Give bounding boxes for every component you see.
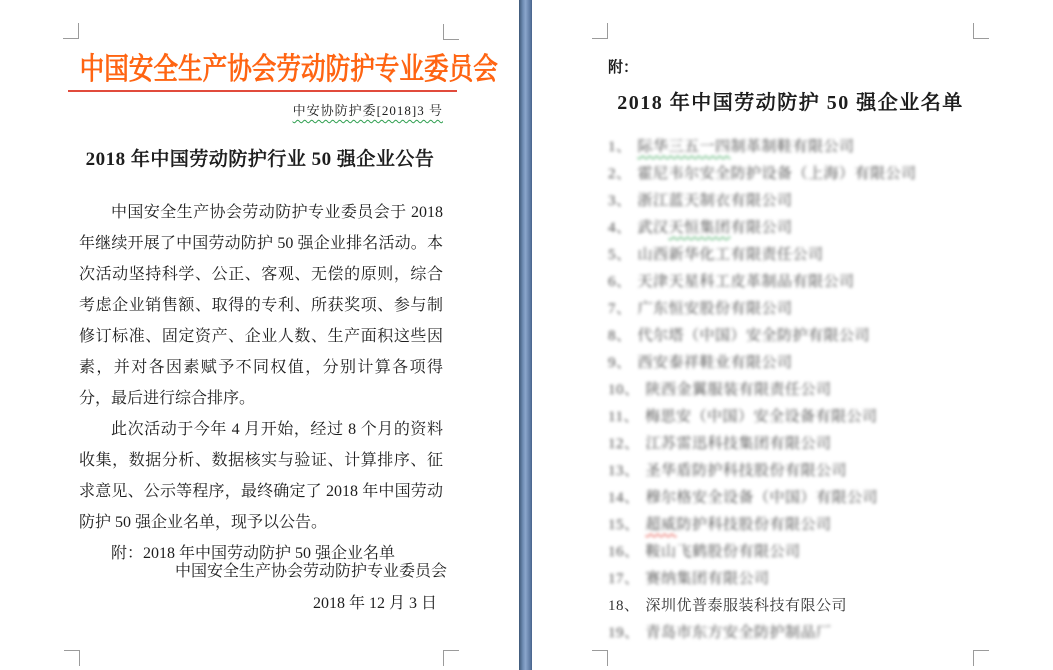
company-name: 广东恒安股份有限公司 <box>637 301 793 317</box>
margin-crop-mark <box>973 650 989 666</box>
company-rank: 2、 <box>608 166 632 182</box>
company-row <box>608 188 1038 215</box>
company-name: 圣华盾防护科技股份有限公司 <box>645 463 848 479</box>
company-row <box>608 485 1038 512</box>
company-rank: 16、 <box>608 544 640 560</box>
company-row <box>608 539 1038 566</box>
company-name: 天津天星科工皮革制品有限公司 <box>637 274 855 290</box>
margin-crop-mark <box>63 23 79 39</box>
company-row <box>608 350 1038 377</box>
company-rank: 15、 <box>608 517 640 533</box>
company-name: 浙江蓝天制衣有限公司 <box>637 193 793 209</box>
company-name: 陕西金翼服装有限责任公司 <box>645 382 832 398</box>
company-rank: 1、 <box>608 139 632 155</box>
company-name: 武汉天恒集团有限公司 <box>637 220 793 236</box>
company-rank: 8、 <box>608 328 632 344</box>
page-2[interactable] <box>532 0 1053 670</box>
company-row <box>608 215 1038 242</box>
company-rank: 12、 <box>608 436 640 452</box>
body-paragraph: 中国安全生产协会劳动防护专业委员会于 2018 年继续开展了中国劳动防护 50 强企业排名活动。本次活动坚持科学、公正、客观、无偿的原则，综合考虑企业销售额、取得的专利、所获奖项、参与制修订标准、固定资产、企业人数、生产面积这些因素，并对各因素赋予不同权值，分别计算各项得分，最后进行综合排序。 <box>79 204 443 407</box>
page-divider-bar <box>519 0 532 670</box>
body-paragraph: 此次活动于今年 4 月开始，经过 8 个月的资料收集，数据分析、数据核实与验证、计算排序、征求意见、公示等程序，最终确定了 2018 年中国劳动防护 50 强企业名单，现予以公告。 <box>79 421 443 531</box>
margin-crop-mark <box>592 23 608 39</box>
margin-crop-mark <box>973 23 989 39</box>
company-name: 江苏雷迅科技集团有限公司 <box>645 436 832 452</box>
company-rank: 4、 <box>608 220 632 236</box>
signature-block <box>175 556 447 620</box>
company-name: 超威防护科技股份有限公司 <box>645 517 832 533</box>
company-rank: 9、 <box>608 355 632 371</box>
company-row <box>608 404 1038 431</box>
top50-list-title: 2018 年中国劳动防护 50 强企业名单 <box>617 92 964 114</box>
margin-crop-mark <box>64 650 80 666</box>
margin-crop-mark <box>443 24 459 40</box>
company-rank: 19、 <box>608 625 640 641</box>
company-name: 代尔塔（中国）安全防护有限公司 <box>637 328 871 344</box>
org-letterhead-title: 中国安全生产协会劳动防护专业委员会 <box>79 53 498 86</box>
company-row <box>608 512 1038 539</box>
company-rank: 14、 <box>608 490 640 506</box>
company-list <box>608 134 1038 647</box>
company-rank: 5、 <box>608 247 632 263</box>
company-row <box>608 134 1038 161</box>
company-row <box>608 377 1038 404</box>
company-row <box>608 620 1038 647</box>
page-1[interactable] <box>0 0 519 670</box>
company-name: 赛纳集团有限公司 <box>645 571 770 587</box>
company-rank: 6、 <box>608 274 632 290</box>
company-name: 青岛市东方安全防护制品厂 <box>645 625 832 641</box>
company-rank: 13、 <box>608 463 640 479</box>
attachment-reference-line: 附：2018 年中国劳动防护 50 强企业名单 <box>111 545 396 562</box>
announcement-body <box>79 197 443 569</box>
company-rank: 10、 <box>608 382 640 398</box>
company-rank: 11、 <box>608 409 639 425</box>
company-name: 穆尔格安全设备（中国）有限公司 <box>645 490 879 506</box>
document-number-text: 中安协防护委[2018]3 号 <box>292 103 443 118</box>
company-row <box>608 431 1038 458</box>
company-row <box>608 269 1038 296</box>
document-number <box>79 100 443 119</box>
company-name: 深圳优普泰服装科技有限公司 <box>645 598 848 614</box>
company-row <box>608 296 1038 323</box>
company-row <box>608 593 1038 620</box>
signature-organization: 中国安全生产协会劳动防护专业委员会 <box>174 563 447 580</box>
signature-date: 2018 年 12 月 3 日 <box>312 595 437 612</box>
company-name: 西安泰祥鞋业有限公司 <box>637 355 793 371</box>
company-rank: 7、 <box>608 301 632 317</box>
announcement-title: 2018 年中国劳动防护行业 50 强企业公告 <box>85 149 435 170</box>
company-rank: 17、 <box>608 571 640 587</box>
company-name: 山西新华化工有限责任公司 <box>637 247 824 263</box>
company-name: 鞍山飞鹤股份有限公司 <box>645 544 801 560</box>
spellcheck-squiggle-text: 超威 <box>645 517 677 533</box>
company-name: 际华三五一四制革制鞋有限公司 <box>637 139 855 155</box>
letterhead-rule <box>68 90 457 92</box>
company-name: 霍尼韦尔安全防护设备（上海）有限公司 <box>637 166 917 182</box>
spellcheck-squiggle-text: 天恒集团 <box>668 220 731 236</box>
company-row <box>608 458 1038 485</box>
company-name: 梅思安（中国）安全设备有限公司 <box>644 409 878 425</box>
company-row <box>608 161 1038 188</box>
margin-crop-mark <box>443 650 459 666</box>
company-rank: 3、 <box>608 193 632 209</box>
attachment-label: 附： <box>608 60 639 76</box>
company-row <box>608 323 1038 350</box>
margin-crop-mark <box>592 650 608 666</box>
company-row <box>608 242 1038 269</box>
spellcheck-squiggle-text: 际华三五一四 <box>637 139 731 155</box>
company-rank: 18、 <box>608 598 640 614</box>
company-row <box>608 566 1038 593</box>
